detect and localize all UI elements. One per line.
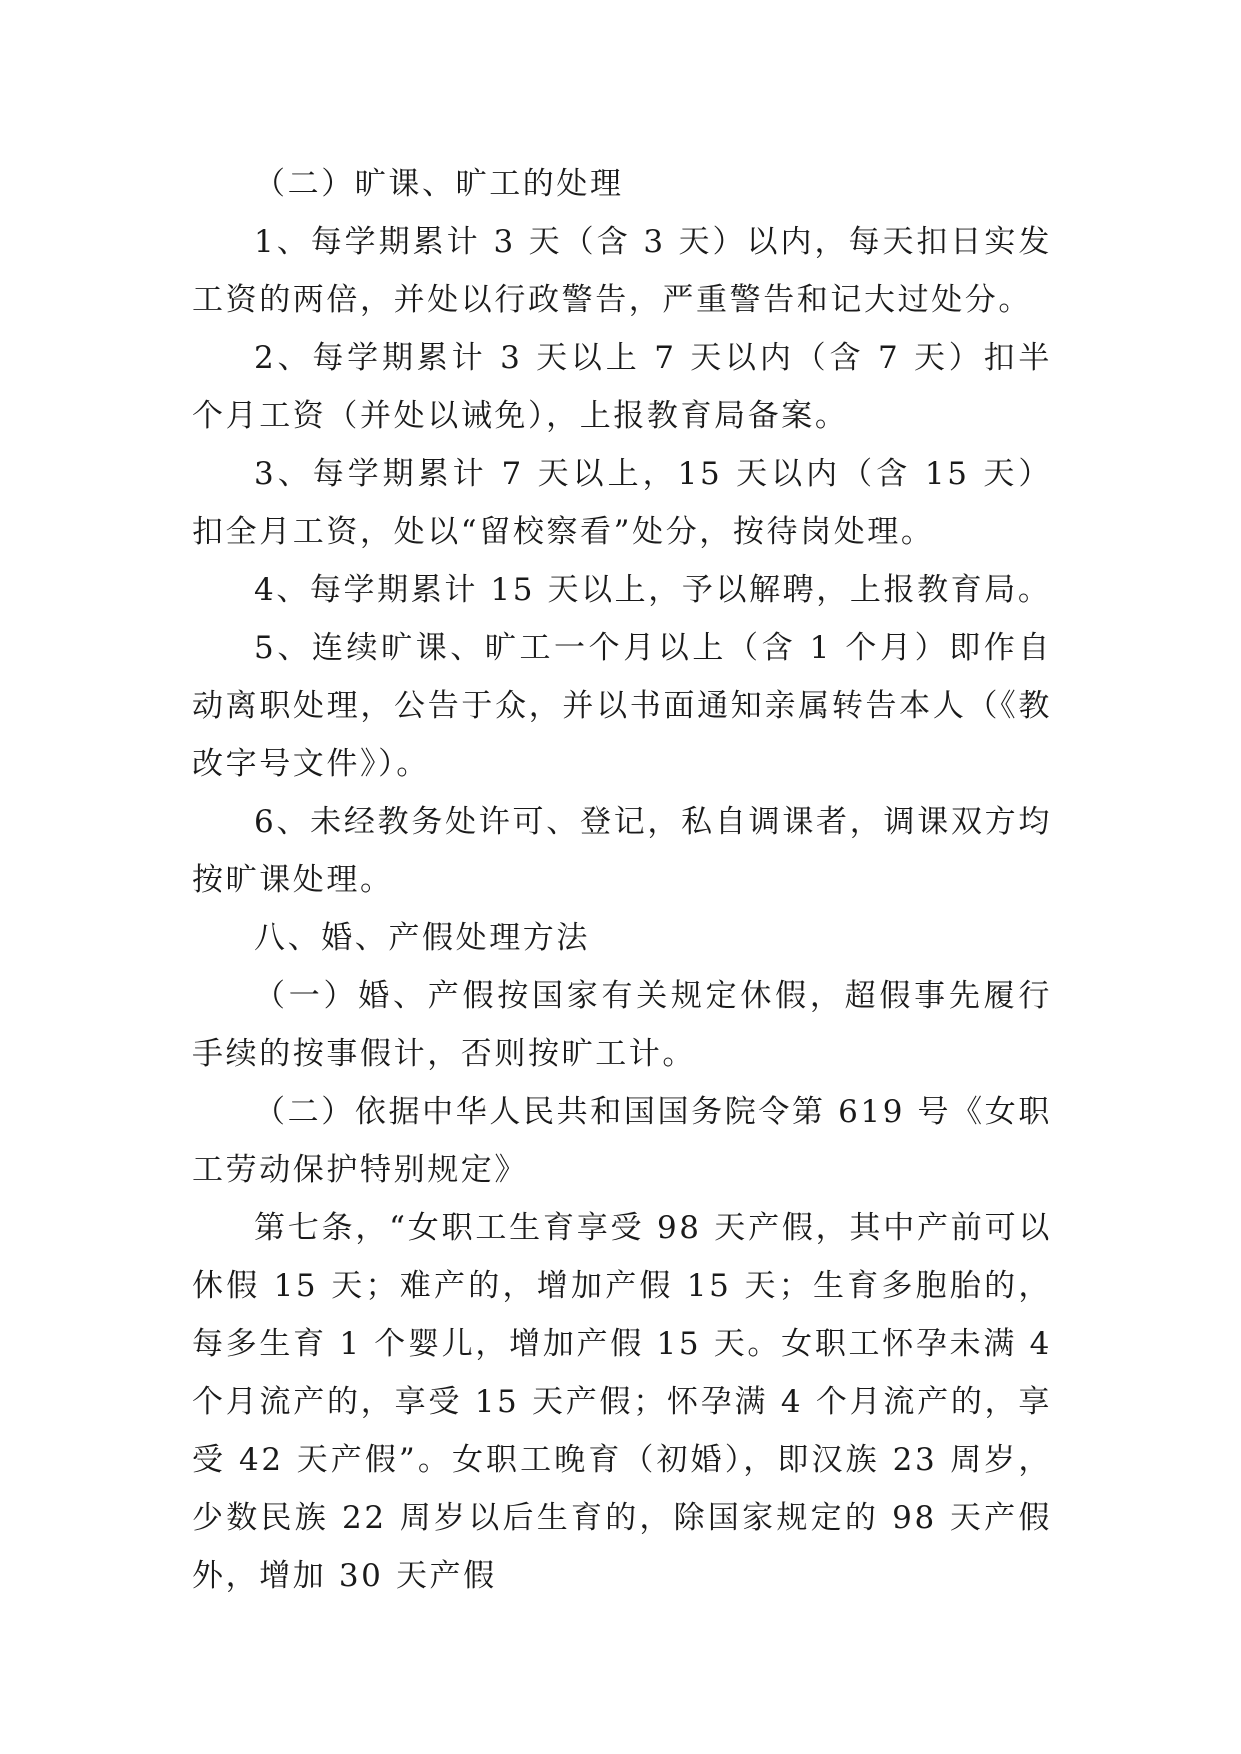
document-body xyxy=(192,155,1052,1605)
leave-item-1: （一）婚、产假按国家有关规定休假，超假事先履行手续的按事假计，否则按旷工计。 xyxy=(192,978,1052,1072)
article-seven-text: 第七条，“女职工生育享受 98 天产假，其中产前可以休假 15 天；难产的，增加产假 15 天；生育多胞胎的，每多生育 1 个婴儿，增加产假 15 天。女职工怀孕未满 4 个月流产的，享受 15 天产假；怀孕满 4 个月流产的，享受 42 天产假”。女职工晚育（初婚），即汉族 23 周岁，少数民族 22 周岁以后生育的，除国家规定的 98 天产假外，增加 30 天产假 xyxy=(192,1210,1052,1594)
rule-item-6: 6、未经教务处许可、登记，私自调课者，调课双方均按旷课处理。 xyxy=(192,804,1052,898)
leave-item-2: （二）依据中华人民共和国国务院令第 619 号《女职工劳动保护特别规定》 xyxy=(192,1094,1052,1188)
section-heading-leave: 八、婚、产假处理方法 xyxy=(254,920,590,956)
rule-item-4: 4、每学期累计 15 天以上，予以解聘，上报教育局。 xyxy=(254,572,1052,608)
section-heading-absence: （二）旷课、旷工的处理 xyxy=(254,166,624,202)
rule-item-1: 1、每学期累计 3 天（含 3 天）以内，每天扣日实发工资的两倍，并处以行政警告，严重警告和记大过处分。 xyxy=(192,224,1052,318)
rule-item-5: 5、连续旷课、旷工一个月以上（含 1 个月）即作自动离职处理，公告于众，并以书面通知亲属转告本人（《教改字号文件》）。 xyxy=(192,630,1052,782)
rule-item-3: 3、每学期累计 7 天以上，15 天以内（含 15 天）扣全月工资，处以“留校察看”处分，按待岗处理。 xyxy=(192,456,1052,550)
rule-item-2: 2、每学期累计 3 天以上 7 天以内（含 7 天）扣半个月工资（并处以诫免），上报教育局备案。 xyxy=(192,340,1052,434)
